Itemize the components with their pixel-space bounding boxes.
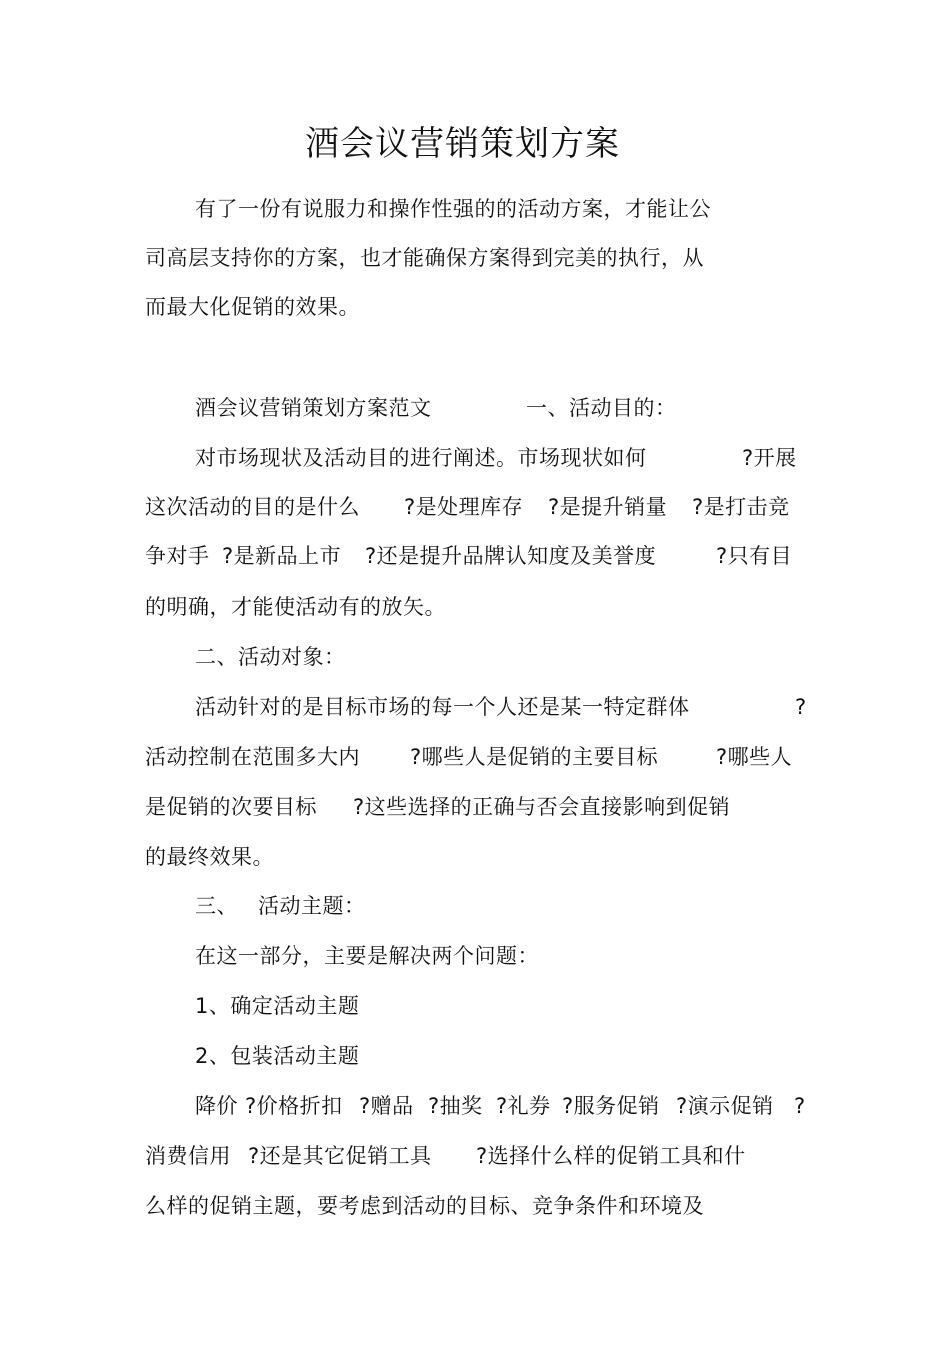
text-segment: 三、	[195, 894, 238, 918]
body-line-8: 的明确，才能使活动有的放矢。	[145, 595, 446, 619]
text-segment: 是促销的次要目标	[145, 795, 317, 819]
document-title: 酒会议营销策划方案	[305, 124, 620, 164]
text-segment: ?	[794, 1094, 806, 1118]
text-segment: ?是处理库存	[404, 495, 524, 519]
intro-line-2: 司高层支持你的方案，也才能确保方案得到完美的执行，从	[145, 246, 704, 270]
text-segment: ?这些选择的正确与否会直接影响到促销	[353, 795, 731, 819]
list-item-1: 1、确定活动主题	[195, 994, 360, 1018]
text-segment: 降价	[195, 1094, 238, 1118]
text-segment: ?是提升销量	[548, 495, 668, 519]
text-segment: 活动控制在范围多大内	[145, 745, 360, 769]
text-segment: ?抽奖	[428, 1094, 483, 1118]
text-segment: ?礼券	[496, 1094, 551, 1118]
section-heading-2: 二、活动对象：	[195, 645, 346, 669]
text-segment: 这次活动的目的是什么	[145, 495, 360, 519]
list-item-2: 2、包装活动主题	[195, 1044, 360, 1068]
text-segment: 消费信用	[145, 1144, 231, 1168]
text-segment: ?选择什么样的促销工具和什	[476, 1144, 746, 1168]
text-segment: 争对手	[145, 544, 210, 568]
text-segment: ?演示促销	[676, 1094, 774, 1118]
intro-line-3: 而最大化促销的效果。	[145, 295, 360, 319]
text-segment: ?哪些人是促销的主要目标	[410, 745, 659, 769]
body-line-13: 的最终效果。	[145, 845, 274, 869]
section-heading-1: 一、活动目的：	[526, 396, 677, 420]
text-segment: ?还是提升品牌认知度及美誉度	[365, 544, 657, 568]
text-segment: 活动针对的是目标市场的每一个人还是某一特定群体	[195, 695, 690, 719]
text-segment: ?开展	[742, 446, 797, 470]
intro-line-1: 有了一份有说服力和操作性强的的活动方案，才能让公	[195, 197, 711, 221]
text-segment: ?是新品上市	[222, 544, 342, 568]
text-segment: ?哪些人	[716, 745, 793, 769]
text-segment: 对市场现状及活动目的进行阐述。市场现状如何	[195, 446, 647, 470]
text-segment: ?赠品	[359, 1094, 414, 1118]
text-segment: 活动主题：	[258, 894, 366, 918]
text-segment: ?是打击竞	[692, 495, 790, 519]
text-segment: ?价格折扣	[245, 1094, 343, 1118]
text-segment: ?服务促销	[562, 1094, 660, 1118]
body-line-20: 么样的促销主题，要考虑到活动的目标、竞争条件和环境及	[145, 1194, 704, 1218]
text-segment: ?只有目	[716, 544, 793, 568]
body-line-15: 在这一部分，主要是解决两个问题：	[195, 944, 539, 968]
text-segment: ?还是其它促销工具	[248, 1144, 432, 1168]
text-segment: 酒会议营销策划方案范文	[195, 396, 432, 420]
text-segment: ?	[795, 695, 807, 719]
